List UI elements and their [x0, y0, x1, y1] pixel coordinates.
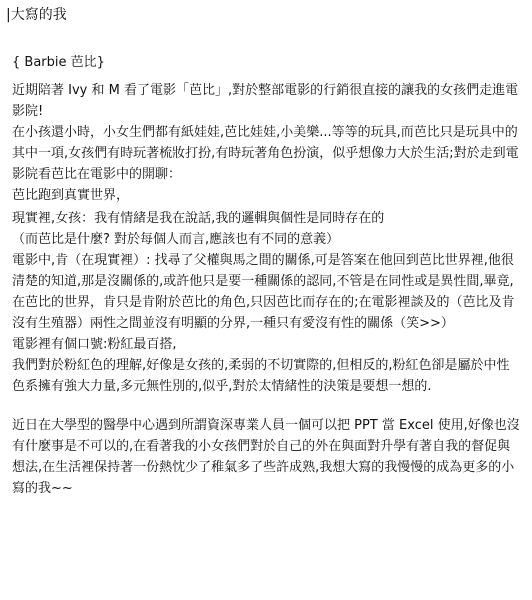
- section-heading: { Barbie 芭比}: [12, 55, 105, 70]
- paragraph-barbie-meaning: （而芭比是什麼? 對於每個人而言,應該也有不同的意義）: [12, 232, 340, 247]
- article-body: [12, 80, 520, 499]
- paragraph-slogan: 電影裡有個口號:粉紅最百搭,: [12, 337, 177, 352]
- paragraph-childhood: 在小孩還小時，小女生們都有紙娃娃,芭比娃娃,小美樂...等等的玩具,而芭比只是玩具中的其中一項,女孩們有時玩著梳妝打扮,有時玩著角色扮演，似乎想像力大於生活;對於走到電影院看芭比在電影中的開聊：: [12, 125, 519, 182]
- paragraph-girl-quote: 現實裡,女孩：我有情緒是我在說話,我的邏輯與個性是同時存在的: [12, 211, 385, 226]
- paragraph-ken: 電影中,肯（在現實裡）: 找尋了父權與馬之間的關係,可是答案在他回到芭比世界裡,他很清楚的知道,那是沒關係的,或許他只是要一種關係的認同,不管是在同性或是異性間,畢竟, 在芭比的世界，肯只是肯附於芭比的角色,只因芭比而存在的;在電影裡談及的（芭比及肯沒有生殖器）兩性之間並沒有明顯的分界,一種只有愛沒有性的關係（笑>>）: [12, 253, 515, 331]
- paragraph-intro: 近期陪著 Ivy 和 M 看了電影「芭比」,對於整部電影的行銷很直接的讓我的女孩們走進電影院!: [12, 83, 519, 119]
- paragraph-pink: 我們對於粉紅色的理解,好像是女孩的,柔弱的不切實際的,但相反的,粉紅色卻是屬於中性色系擁有強大力量,多元無性別的,似乎,對於太情緒性的決策是要想一想的.: [12, 358, 510, 394]
- page-title: |大寫的我: [6, 7, 67, 23]
- paragraph-closing: 近日在大學型的醫學中心遇到所謂資深專業人員一個可以把 PPT 當 Excel 使用,好像也沒有什麼事是不可以的,在看著我的小女孩們對於自己的外在與面對升學有著自我的督促與想法,在生活裡保持著一份熱忱少了稚氣多了些許成熟,我想大寫的我慢慢的成為更多的小寫的我~~: [12, 418, 520, 496]
- paragraph-real-world: 芭比跑到真實世界，: [12, 188, 130, 203]
